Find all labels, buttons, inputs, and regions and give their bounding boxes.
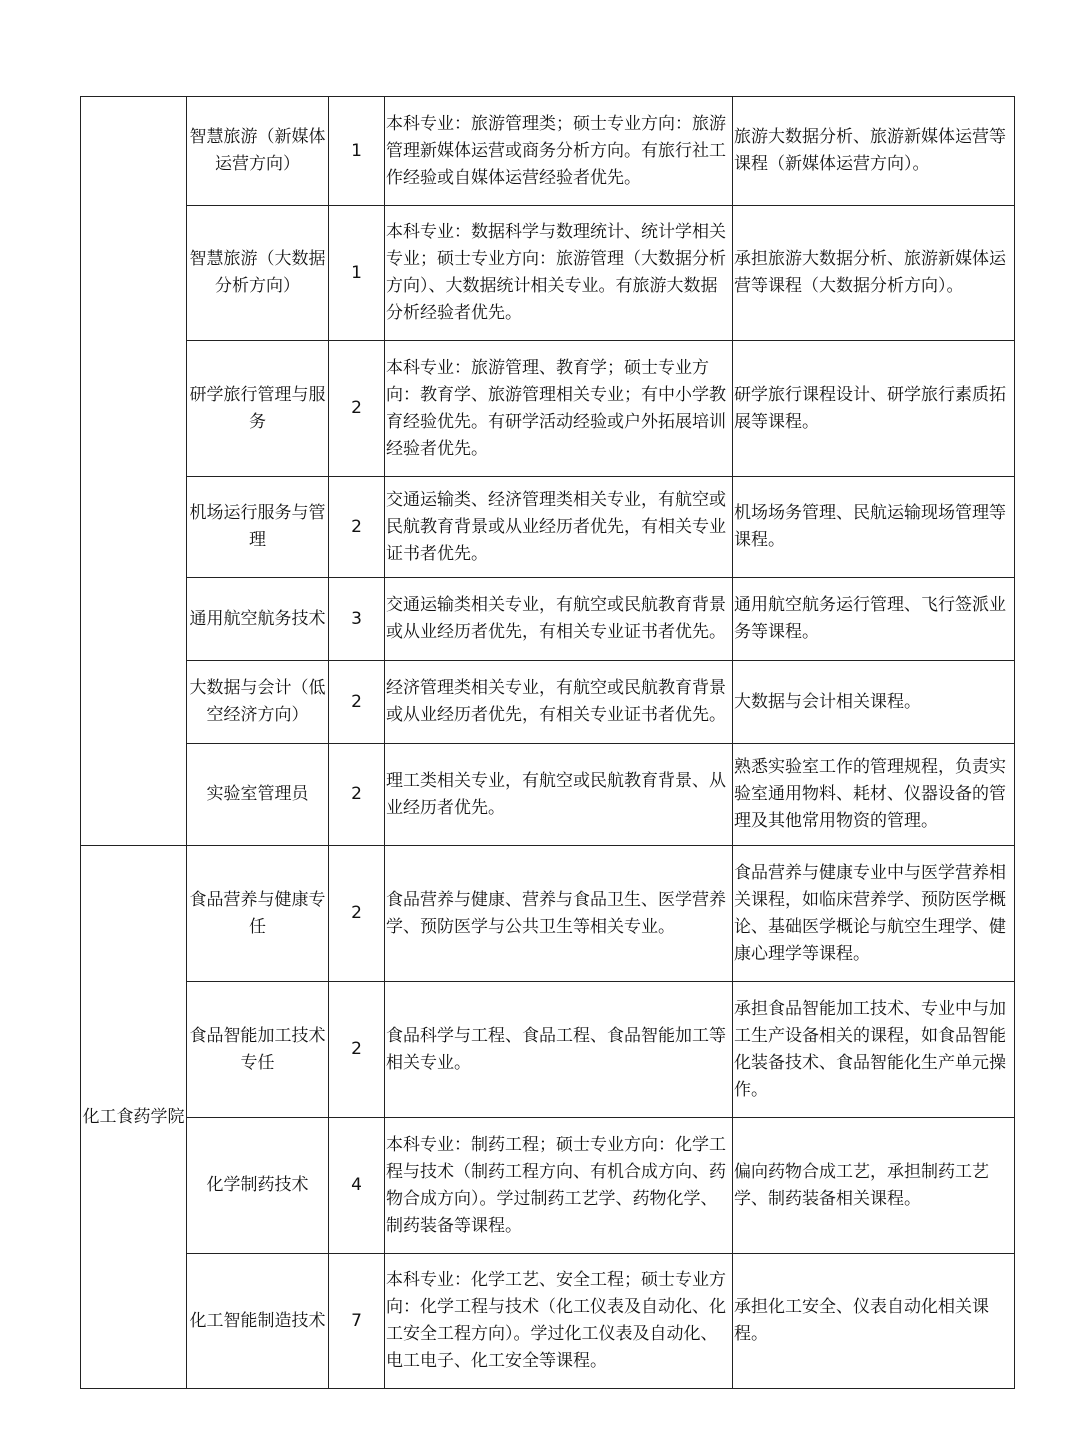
requirements: 本科专业：数据科学与数理统计、统计学相关专业；硕士专业方向：旅游管理（大数据分析方向）、大数据统计相关专业。有旅游大数据分析经验者优先。	[385, 206, 733, 341]
duties: 通用航空航务运行管理、飞行签派业务等课程。	[733, 578, 1015, 661]
table-row	[81, 477, 1015, 578]
headcount: 2	[329, 846, 385, 982]
headcount: 1	[329, 206, 385, 341]
requirements: 交通运输类相关专业，有航空或民航教育背景或从业经历者优先，有相关专业证书者优先。	[385, 578, 733, 661]
table-row	[81, 982, 1015, 1118]
post-name: 机场运行服务与管理	[187, 477, 329, 578]
headcount: 2	[329, 744, 385, 846]
duties: 大数据与会计相关课程。	[733, 661, 1015, 744]
recruitment-table	[80, 96, 1015, 1389]
duties: 研学旅行课程设计、研学旅行素质拓展等课程。	[733, 341, 1015, 477]
table-row	[81, 206, 1015, 341]
requirements: 经济管理类相关专业，有航空或民航教育背景或从业经历者优先，有相关专业证书者优先。	[385, 661, 733, 744]
post-name: 食品营养与健康专任	[187, 846, 329, 982]
duties: 熟悉实验室工作的管理规程，负责实验室通用物料、耗材、仪器设备的管理及其他常用物资的管理。	[733, 744, 1015, 846]
post-name: 化学制药技术	[187, 1118, 329, 1254]
requirements: 本科专业：旅游管理类；硕士专业方向：旅游管理新媒体运营或商务分析方向。有旅行社工作经验或自媒体运营经验者优先。	[385, 97, 733, 206]
headcount: 2	[329, 477, 385, 578]
table-row	[81, 1118, 1015, 1254]
duties: 承担食品智能加工技术、专业中与加工生产设备相关的课程，如食品智能化装备技术、食品智能化生产单元操作。	[733, 982, 1015, 1118]
post-name: 智慧旅游（新媒体运营方向）	[187, 97, 329, 206]
college-name: 化工食药学院	[81, 846, 187, 1389]
duties: 偏向药物合成工艺，承担制药工艺学、制药装备相关课程。	[733, 1118, 1015, 1254]
requirements: 交通运输类、经济管理类相关专业，有航空或民航教育背景或从业经历者优先，有相关专业证书者优先。	[385, 477, 733, 578]
requirements: 本科专业：旅游管理、教育学；硕士专业方向：教育学、旅游管理相关专业；有中小学教育经验优先。有研学活动经验或户外拓展培训经验者优先。	[385, 341, 733, 477]
requirements: 食品科学与工程、食品工程、食品智能加工等相关专业。	[385, 982, 733, 1118]
table-row	[81, 846, 1015, 982]
headcount: 2	[329, 661, 385, 744]
post-name: 通用航空航务技术	[187, 578, 329, 661]
table-row	[81, 661, 1015, 744]
duties: 承担化工安全、仪表自动化相关课程。	[733, 1254, 1015, 1389]
requirements: 食品营养与健康、营养与食品卫生、医学营养学、预防医学与公共卫生等相关专业。	[385, 846, 733, 982]
college-cell-empty	[81, 97, 187, 846]
headcount: 4	[329, 1118, 385, 1254]
table-row	[81, 1254, 1015, 1389]
table-row	[81, 744, 1015, 846]
post-name: 智慧旅游（大数据分析方向）	[187, 206, 329, 341]
headcount: 2	[329, 341, 385, 477]
headcount: 7	[329, 1254, 385, 1389]
duties: 承担旅游大数据分析、旅游新媒体运营等课程（大数据分析方向）。	[733, 206, 1015, 341]
requirements: 本科专业：化学工艺、安全工程；硕士专业方向：化学工程与技术（化工仪表及自动化、化工安全工程方向）。学过化工仪表及自动化、电工电子、化工安全等课程。	[385, 1254, 733, 1389]
headcount: 3	[329, 578, 385, 661]
requirements: 本科专业：制药工程；硕士专业方向：化学工程与技术（制药工程方向、有机合成方向、药物合成方向）。学过制药工艺学、药物化学、制药装备等课程。	[385, 1118, 733, 1254]
duties: 机场场务管理、民航运输现场管理等课程。	[733, 477, 1015, 578]
duties: 旅游大数据分析、旅游新媒体运营等课程（新媒体运营方向）。	[733, 97, 1015, 206]
duties: 食品营养与健康专业中与医学营养相关课程，如临床营养学、预防医学概论、基础医学概论与航空生理学、健康心理学等课程。	[733, 846, 1015, 982]
post-name: 大数据与会计（低空经济方向）	[187, 661, 329, 744]
requirements: 理工类相关专业，有航空或民航教育背景、从业经历者优先。	[385, 744, 733, 846]
headcount: 1	[329, 97, 385, 206]
headcount: 2	[329, 982, 385, 1118]
post-name: 研学旅行管理与服务	[187, 341, 329, 477]
post-name: 实验室管理员	[187, 744, 329, 846]
table-row	[81, 97, 1015, 206]
post-name: 化工智能制造技术	[187, 1254, 329, 1389]
post-name: 食品智能加工技术专任	[187, 982, 329, 1118]
table-row	[81, 341, 1015, 477]
table-row	[81, 578, 1015, 661]
